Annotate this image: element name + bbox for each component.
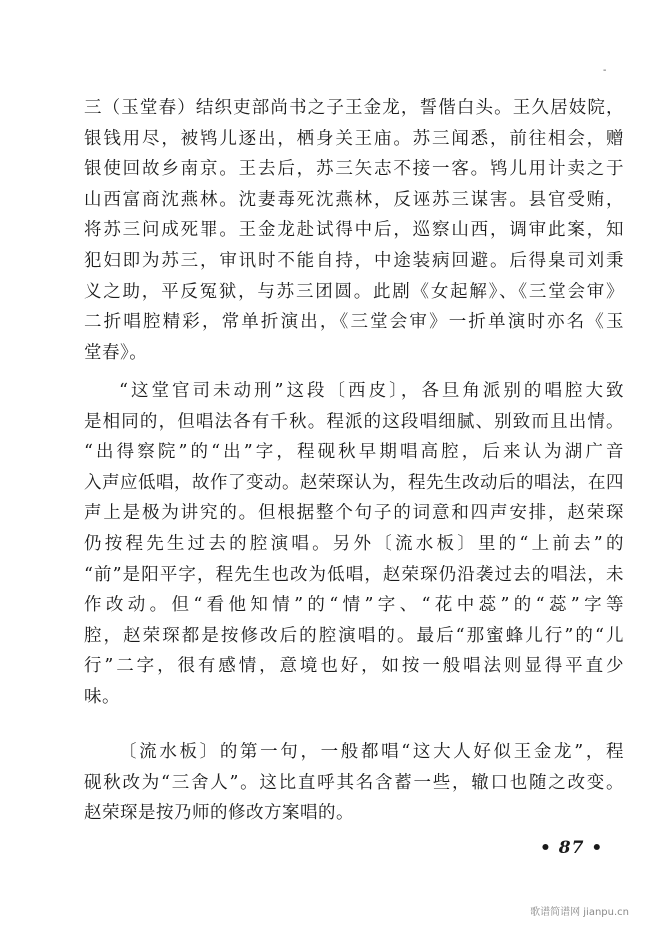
text-line: 腔，赵荣琛都是按修改后的腔演唱的。最后“那蜜蜂儿行”的“儿 (84, 625, 624, 646)
text-line: 三（玉堂春）结织吏部尚书之子王金龙，誓偕白头。王久居妓院， (84, 98, 624, 118)
text-line: 将苏三问成死罪。王金龙赴试得中后，巡察山西，调审此案，知 (84, 220, 624, 241)
page-corner-mark: - (603, 65, 607, 76)
text-line: 仍按程先生过去的腔演唱。另外〔流水板〕里的“上前去”的 (84, 533, 624, 554)
paragraph-liushuiban (84, 737, 624, 829)
text-line: “前”是阳平字，程先生也改为低唱，赵荣琛仍沿袭过去的唱法，未 (84, 564, 624, 585)
text-line: 山西富商沈燕林。沈妻毒死沈燕林，反诬苏三谋害。县官受贿， (84, 189, 624, 210)
paragraph-plot-summary (84, 93, 624, 368)
text-line: 〔流水板〕的第一句，一般都唱“这大人好似王金龙”，程 (119, 742, 624, 762)
text-line: 赵荣琛是按乃师的修改方案唱的。 (84, 803, 354, 824)
text-line: 作改动。但“看他知情”的“情”字、“花中蕊”的“蕊”字等 (84, 595, 624, 616)
text-line: 二折唱腔精彩，常单折演出，《三堂会审》一折单演时亦名《玉 (84, 312, 624, 333)
text-line: “这堂官司未动刑”这段〔西皮〕，各旦角派别的唱腔大致 (119, 381, 624, 401)
text-line: 砚秋改为“三舍人”。这比直呼其名含蓄一些，辙口也随之改变。 (84, 772, 624, 793)
text-line: 银使回故乡南京。王去后，苏三矢志不接一客。鸨儿用计卖之于 (84, 159, 624, 180)
text-line: 味。 (84, 686, 120, 707)
text-line: 是相同的，但唱法各有千秋。程派的这段唱细腻、别致而且出情。 (84, 411, 624, 432)
paragraph-singing-style (84, 376, 624, 713)
text-line: 声上是极为讲究的。但根据整个句子的词意和四声安排，赵荣琛 (84, 503, 624, 524)
text-line: “出得察院”的“出”字，程砚秋早期唱高腔，后来认为湖广音 (84, 442, 624, 463)
text-line: 银钱用尽，被鸨儿逐出，栖身关王庙。苏三闻悉，前往相会，赠 (84, 128, 624, 149)
text-line: 义之助，平反冤狱，与苏三团圆。此剧《女起解》、《三堂会审》 (84, 281, 624, 302)
text-line: 堂春》。 (84, 342, 148, 363)
text-line: 犯妇即为苏三，审讯时不能自持，中途装病回避。后得臬司刘秉 (84, 250, 624, 271)
page-number: • 87 • (540, 838, 604, 858)
text-line: 行”二字，很有感情，意境也好，如按一般唱法则显得平直少 (84, 656, 624, 677)
watermark: 歌谱简谱网 jianpu.cn (530, 907, 629, 918)
text-line: 入声应低唱，故作了变动。赵荣琛认为，程先生改动后的唱法，在四 (84, 472, 624, 493)
